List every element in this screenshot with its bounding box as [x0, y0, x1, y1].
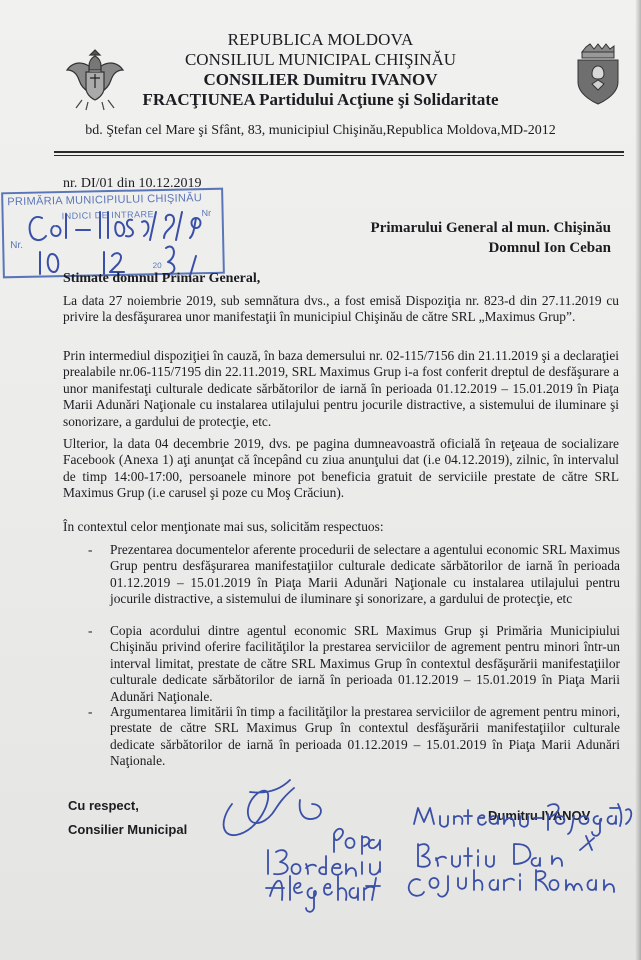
stamp-institution: PRIMĂRIA MUNICIPIULUI CHIŞINĂU — [7, 192, 203, 209]
paragraph-1: La data 27 noiembrie 2019, sub semnătura dvs., a fost emisă Dispoziţia nr. 823-d din 27.11.2019 cu privire la desfăşurarea unor manifestaţii în municipiul Chişinău de către SRL „Maximus Grup”. — [63, 293, 619, 325]
letterhead-address: bd. Ştefan cel Mare şi Sfânt, 83, municipiul Chişinău,Republica Moldova,MD-2012 — [85, 123, 556, 138]
signature-munteanu-pojoga — [414, 804, 631, 836]
signature-cojuhari-roman — [409, 870, 614, 897]
closing-role: Consilier Municipal — [68, 822, 188, 837]
paragraph-3: Ulterior, la data 04 decembrie 2019, dvs. pe pagina dumneavoastră oficială în reţeaua de socializare Facebook (Anexa 1) aţi anunţat că începând cu ziua anunţului dat (i.e 04.12.2019), zilnic, în intervalul de timp 14:00-17:00, persoanele minore pot beneficia gratuit de serviciile prestate de către SRL Maximus Grup (i.e carusel şi poze cu Moş Crăciun). — [63, 436, 619, 501]
list-dash: - — [88, 704, 93, 719]
signature-brutiu-dan — [418, 836, 594, 867]
stamp-number-label: Nr. — [10, 239, 24, 252]
letterhead-rule-bottom — [54, 155, 624, 156]
recipient-title: Primarului General al mun. Chişinău — [370, 220, 611, 236]
council-name: CONSILIUL MUNICIPAL CHIŞINĂU — [184, 50, 457, 69]
letterhead-rule-top — [54, 151, 624, 153]
signer-name: Dumitru IVANOV — [488, 808, 591, 823]
paragraph-4: În contextul celor menţionate mai sus, solicităm respectuos: — [63, 519, 384, 534]
signature-popa — [334, 829, 380, 854]
stamp-nr-label: Nr — [201, 207, 212, 219]
salutation: Stimate domnul Primar General, — [63, 271, 261, 286]
stamp-year-label: 20 — [152, 260, 162, 271]
paragraph-2: Prin intermediul dispoziţiei în cauză, în baza demersului nr. 02-115/7156 din 21.11.2019 şi a declaraţiei prealabile nr.06-115/7195 din 22.11.2019, SRL Maximus Grup i-a fost conferit dreptul de desfăşurare a unor manifestaţi culturale dedicate sărbătorilor de iarnă în perioada 01.12.2019 – 15.01.2019 în Piaţa Marii Adunări Naţionale cu instalarea utilajului pentru jocurile distractive, a sistemului de iluminare şi sonorizare, a gardului de protecţie, etc. — [63, 348, 619, 429]
handwritten-signatures — [0, 760, 641, 960]
list-dash: - — [88, 542, 93, 557]
recipient-block — [371, 218, 611, 258]
recipient-name: Domnul Ion Ceban — [488, 240, 611, 256]
request-item-3: Argumentarea limitării în timp a facilităţilor la prestarea serviciilor de agrement pentru minori, prestate de către SRL Maximus Grup în contextul desfăşurării manifestaţiilor culturale dedicate sărbătorilor de iarnă în perioada 01.12.2019 – 15.01.2019 în Piaţa Marii Adunări Naţionale. — [110, 704, 620, 769]
signature-ivanov — [224, 780, 321, 835]
closing-regards: Cu respect, — [68, 798, 139, 813]
signature-bordeniu — [268, 850, 380, 876]
list-dash: - — [88, 623, 93, 638]
reference-number: nr. DI/01 din 10.12.2019 — [63, 176, 202, 191]
councilor-name: CONSILIER Dumitru IVANOV — [203, 70, 438, 89]
country-name: REPUBLICA MOLDOVA — [227, 30, 414, 49]
letterhead — [0, 30, 641, 140]
faction-name: FRACŢIUNEA Partidului Acţiune şi Solidaritate — [142, 90, 499, 109]
request-item-2: Copia acordului dintre agentul economic SRL Maximus Grup şi Primăria Municipiului Chişinău privind oferire facilităţilor la prestarea serviciilor de agrement pentru minori într-un interval limitat, prestate de către SRL Maximus Grup în contextul desfăşurării manifestaţiilor culturale dedicate sărbătorilor de iarnă în perioada 01.12.2019 – 15.01.2019 în Piaţa Marii Adunări Naţionale. — [110, 623, 620, 704]
signature-alegehart — [266, 876, 380, 912]
request-item-1: Prezentarea documentelor aferente procedurii de selectare a agentului economic SRL Maximus Grup pentru desfăşurarea manifestaţiilor culturale dedicate sărbătorilor de iarnă în perioada 01.12.2019 – 15.01.2019 în Piaţa Marii Adunări Naţionale cu instalarea utilajului pentru jocurile distractive, a sistemului de iluminare şi sonorizare, a gardului de protecţie, etc — [110, 542, 620, 607]
stamp-entry-label: INDICI DE INTRARE — [61, 209, 155, 222]
